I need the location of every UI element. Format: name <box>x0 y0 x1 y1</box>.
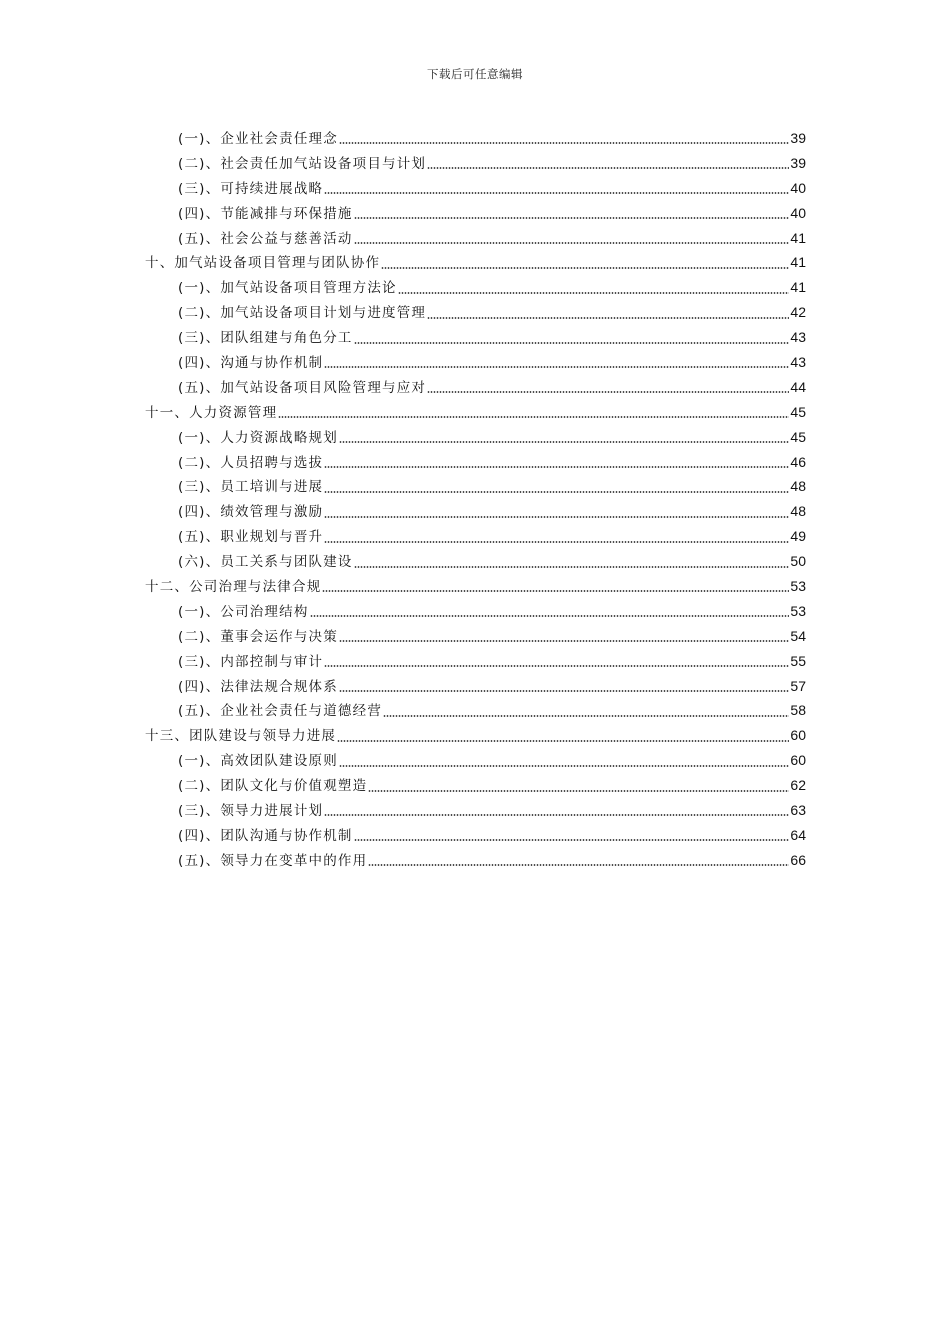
toc-entry-label: (四)、团队沟通与协作机制 <box>178 827 353 844</box>
toc-page-number: 39 <box>790 154 806 171</box>
toc-page-number: 53 <box>790 578 806 595</box>
toc-page-number: 50 <box>790 553 806 570</box>
toc-entry-label: (四)、绩效管理与激励 <box>178 504 324 521</box>
toc-entry-label: (二)、社会责任加气站设备项目与计划 <box>178 155 427 172</box>
toc-section-entry[interactable] <box>145 151 806 176</box>
toc-section-entry[interactable] <box>145 524 806 549</box>
toc-section-entry[interactable] <box>145 375 806 400</box>
toc-dot-leader <box>354 566 790 568</box>
toc-page-number: 60 <box>790 727 806 744</box>
toc-page-number: 48 <box>790 503 806 520</box>
toc-section-entry[interactable] <box>145 649 806 674</box>
toc-page-number: 49 <box>790 528 806 545</box>
toc-section-entry[interactable] <box>145 773 806 798</box>
toc-entry-label: (四)、沟通与协作机制 <box>178 355 324 372</box>
toc-page-number: 54 <box>790 627 806 644</box>
toc-entry-label: 十一、人力资源管理 <box>145 404 278 421</box>
toc-dot-leader <box>381 267 789 269</box>
toc-entry-label: (六)、员工关系与团队建设 <box>178 554 353 571</box>
toc-dot-leader <box>324 366 789 368</box>
toc-entry-label: (五)、职业规划与晋升 <box>178 529 324 546</box>
toc-section-entry[interactable] <box>145 624 806 649</box>
toc-entry-label: 十二、公司治理与法律合规 <box>145 579 322 596</box>
toc-dot-leader <box>324 665 789 667</box>
toc-dot-leader <box>368 864 789 866</box>
toc-dot-leader <box>322 590 789 592</box>
toc-dot-leader <box>427 391 789 393</box>
toc-entry-label: (四)、节能减排与环保措施 <box>178 205 353 222</box>
toc-section-entry[interactable] <box>145 275 806 300</box>
toc-dot-leader <box>427 167 789 169</box>
toc-entry-label: (一)、高效团队建设原则 <box>178 753 338 770</box>
toc-entry-label: (三)、可持续进展战略 <box>178 180 324 197</box>
toc-page-number: 53 <box>790 602 806 619</box>
toc-dot-leader <box>324 466 789 468</box>
toc-entry-label: (三)、员工培训与进展 <box>178 479 324 496</box>
toc-page-number: 41 <box>790 279 806 296</box>
toc-page-number: 43 <box>790 329 806 346</box>
toc-section-entry[interactable] <box>145 549 806 574</box>
toc-entry-label: 十、加气站设备项目管理与团队协作 <box>145 255 381 272</box>
toc-page-number: 55 <box>790 652 806 669</box>
toc-page-number: 39 <box>790 130 806 146</box>
toc-page-number: 40 <box>790 204 806 221</box>
toc-entry-label: (五)、加气站设备项目风险管理与应对 <box>178 379 427 396</box>
toc-entry-label: (一)、加气站设备项目管理方法论 <box>178 280 397 297</box>
toc-section-entry[interactable] <box>145 425 806 450</box>
table-of-contents <box>145 126 806 873</box>
toc-entry-label: (一)、公司治理结构 <box>178 603 309 620</box>
toc-page-number: 48 <box>790 478 806 495</box>
toc-entry-label: (三)、团队组建与角色分工 <box>178 330 353 347</box>
toc-dot-leader <box>339 640 789 642</box>
toc-section-entry[interactable] <box>145 126 806 151</box>
toc-dot-leader <box>324 541 789 543</box>
toc-section-entry[interactable] <box>145 748 806 773</box>
toc-dot-leader <box>368 790 789 792</box>
toc-section-entry[interactable] <box>145 599 806 624</box>
toc-entry-label: (二)、董事会运作与决策 <box>178 628 338 645</box>
toc-section-entry[interactable] <box>145 300 806 325</box>
toc-section-entry[interactable] <box>145 848 806 873</box>
toc-dot-leader <box>339 142 789 144</box>
toc-page-number: 64 <box>790 826 806 843</box>
toc-page-number: 40 <box>790 179 806 196</box>
toc-section-entry[interactable] <box>145 798 806 823</box>
toc-page-number: 58 <box>790 702 806 719</box>
toc-section-entry[interactable] <box>145 823 806 848</box>
toc-section-entry[interactable] <box>145 474 806 499</box>
toc-section-entry[interactable] <box>145 499 806 524</box>
toc-section-entry[interactable] <box>145 350 806 375</box>
toc-entry-label: (五)、社会公益与慈善活动 <box>178 230 353 247</box>
toc-section-entry[interactable] <box>145 226 806 251</box>
toc-entry-label: (五)、领导力在变革中的作用 <box>178 852 368 869</box>
toc-chapter-entry[interactable] <box>145 574 806 599</box>
toc-dot-leader <box>324 814 789 816</box>
toc-entry-label: (一)、企业社会责任理念 <box>178 131 338 147</box>
toc-dot-leader <box>354 242 790 244</box>
toc-dot-leader <box>339 765 789 767</box>
toc-page-number: 45 <box>790 428 806 445</box>
toc-dot-leader <box>337 740 789 742</box>
toc-dot-leader <box>427 317 789 319</box>
toc-page-number: 45 <box>790 403 806 420</box>
toc-entry-label: (二)、加气站设备项目计划与进度管理 <box>178 305 427 322</box>
toc-entry-label: (四)、法律法规合规体系 <box>178 678 338 695</box>
toc-dot-leader <box>354 217 790 219</box>
toc-page-number: 41 <box>790 254 806 271</box>
toc-dot-leader <box>339 690 789 692</box>
toc-entry-label: (二)、团队文化与价值观塑造 <box>178 778 368 795</box>
toc-section-entry[interactable] <box>145 698 806 723</box>
toc-section-entry[interactable] <box>145 201 806 226</box>
toc-dot-leader <box>324 491 789 493</box>
toc-page-number: 41 <box>790 229 806 246</box>
toc-page-number: 60 <box>790 752 806 769</box>
toc-dot-leader <box>354 342 790 344</box>
toc-page-number: 44 <box>790 378 806 395</box>
toc-section-entry[interactable] <box>145 325 806 350</box>
toc-chapter-entry[interactable] <box>145 250 806 275</box>
toc-dot-leader <box>278 416 789 418</box>
toc-page-number: 57 <box>790 677 806 694</box>
toc-entry-label: (三)、内部控制与审计 <box>178 653 324 670</box>
toc-entry-label: (五)、企业社会责任与道德经营 <box>178 703 383 720</box>
toc-section-entry[interactable] <box>145 450 806 475</box>
toc-dot-leader <box>324 192 789 194</box>
toc-dot-leader <box>324 516 789 518</box>
toc-entry-label: 十三、团队建设与领导力进展 <box>145 728 337 745</box>
toc-section-entry[interactable] <box>145 674 806 699</box>
toc-section-entry[interactable] <box>145 176 806 201</box>
page-header: 下载后可任意编辑 <box>427 67 523 81</box>
toc-page-number: 66 <box>790 851 806 868</box>
toc-dot-leader <box>354 839 790 841</box>
toc-page-number: 63 <box>790 802 806 819</box>
toc-entry-label: (二)、人员招聘与选拔 <box>178 454 324 471</box>
toc-page-number: 62 <box>790 777 806 794</box>
toc-chapter-entry[interactable] <box>145 400 806 425</box>
toc-entry-label: (三)、领导力进展计划 <box>178 803 324 820</box>
toc-dot-leader <box>383 715 789 717</box>
toc-entry-label: (一)、人力资源战略规划 <box>178 429 338 446</box>
toc-dot-leader <box>339 441 789 443</box>
toc-page-number: 42 <box>790 304 806 321</box>
toc-page-number: 43 <box>790 354 806 371</box>
toc-dot-leader <box>310 615 790 617</box>
toc-page-number: 46 <box>790 453 806 470</box>
toc-chapter-entry[interactable] <box>145 723 806 748</box>
toc-dot-leader <box>398 292 790 294</box>
